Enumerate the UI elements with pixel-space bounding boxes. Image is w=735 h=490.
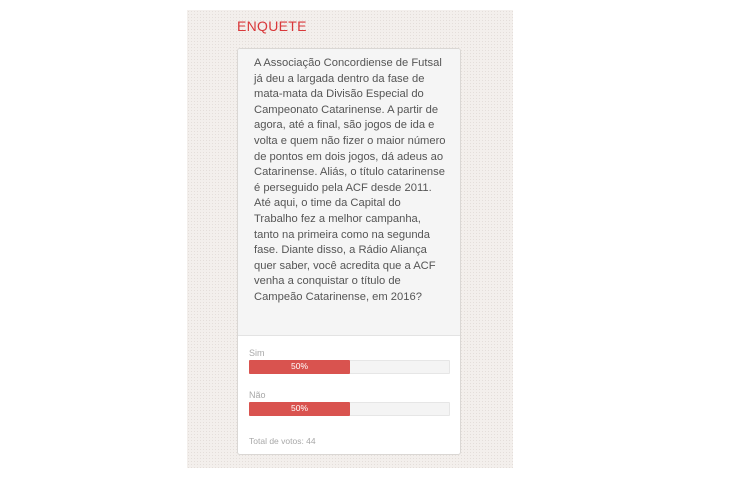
- poll-options: [238, 336, 460, 446]
- question-box: [238, 49, 460, 336]
- poll-card: [237, 48, 461, 455]
- result-percent: 50%: [290, 361, 308, 371]
- result-bar-track: [249, 402, 450, 416]
- poll-widget: [187, 10, 513, 468]
- result-bar-fill: [249, 402, 350, 416]
- result-bar-fill: [249, 360, 350, 374]
- result-bar-track: [249, 360, 450, 374]
- poll-question: A Associação Concordiense de Futsal já deu a largada dentro da fase de mata-mata da Divisão Especial do Campeonato Catarinense. A partir de agora, até a final, são jogos de ida e volta e quem não fizer o maior número de pontos em dois jogos, dá adeus ao Catarinense. Aliás, o título catarinense é perseguido pela ACF desde 2011. Até aqui, o time da Capital do Trabalho fez a melhor campanha, tanto na primeira como na segunda fase. Diante disso, a Rádio Aliança quer saber, você acredita que a ACF venha a conquistar o título de Campeão Catarinense, em 2016?: [254, 57, 446, 303]
- total-votes: Total de votos: 44: [249, 436, 316, 446]
- poll-option-nao[interactable]: [249, 390, 449, 432]
- option-label: Sim: [249, 348, 265, 358]
- poll-title: ENQUETE: [237, 18, 307, 34]
- option-label: Não: [249, 390, 266, 400]
- result-percent: 50%: [290, 403, 308, 413]
- poll-option-sim[interactable]: [249, 348, 449, 390]
